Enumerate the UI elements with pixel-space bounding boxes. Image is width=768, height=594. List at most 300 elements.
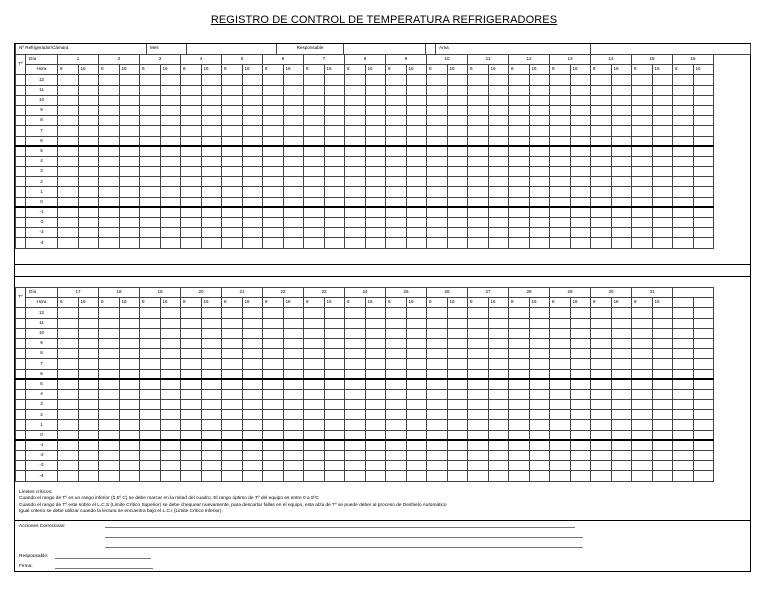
reading-cell[interactable] [570, 146, 591, 156]
reading-cell[interactable] [427, 238, 448, 248]
reading-cell[interactable] [181, 116, 202, 126]
reading-cell[interactable] [509, 197, 530, 207]
reading-cell[interactable] [591, 379, 612, 389]
reading-cell[interactable] [591, 95, 612, 105]
reading-cell[interactable] [611, 308, 632, 318]
reading-cell[interactable] [591, 400, 612, 410]
reading-cell[interactable] [591, 461, 612, 471]
reading-cell[interactable] [652, 420, 673, 430]
reading-cell[interactable] [263, 197, 284, 207]
reading-cell[interactable] [406, 461, 427, 471]
reading-cell[interactable] [447, 75, 468, 85]
reading-cell[interactable] [99, 187, 120, 197]
reading-cell[interactable] [365, 85, 386, 95]
reading-cell[interactable] [324, 136, 345, 146]
reading-cell[interactable] [427, 136, 448, 146]
reading-cell[interactable] [550, 207, 571, 217]
reading-cell[interactable] [283, 177, 304, 187]
reading-cell[interactable] [242, 187, 263, 197]
reading-cell[interactable] [324, 75, 345, 85]
reading-cell[interactable] [99, 440, 120, 450]
reading-cell[interactable] [693, 187, 714, 197]
reading-cell[interactable] [468, 318, 489, 328]
reading-cell[interactable] [283, 410, 304, 420]
reading-cell[interactable] [509, 177, 530, 187]
reading-cell[interactable] [611, 410, 632, 420]
reading-cell[interactable] [570, 328, 591, 338]
reading-cell[interactable] [345, 207, 366, 217]
reading-cell[interactable] [427, 440, 448, 450]
reading-cell[interactable] [529, 451, 550, 461]
reading-cell[interactable] [632, 410, 653, 420]
reading-cell[interactable] [447, 136, 468, 146]
reading-cell[interactable] [550, 430, 571, 440]
reading-cell[interactable] [386, 461, 407, 471]
reading-cell[interactable] [386, 95, 407, 105]
reading-cell[interactable] [529, 207, 550, 217]
reading-cell[interactable] [447, 218, 468, 228]
reading-cell[interactable] [345, 338, 366, 348]
reading-cell[interactable] [78, 338, 99, 348]
reading-cell[interactable] [58, 228, 79, 238]
reading-cell[interactable] [570, 389, 591, 399]
reading-cell[interactable] [427, 400, 448, 410]
reading-cell[interactable] [468, 349, 489, 359]
reading-cell[interactable] [140, 461, 161, 471]
reading-cell[interactable] [78, 308, 99, 318]
reading-cell[interactable] [181, 146, 202, 156]
reading-cell[interactable] [652, 451, 673, 461]
reading-cell[interactable] [386, 410, 407, 420]
reading-cell[interactable] [447, 197, 468, 207]
reading-cell[interactable] [119, 75, 140, 85]
reading-cell[interactable] [263, 85, 284, 95]
reading-cell[interactable] [386, 116, 407, 126]
reading-cell[interactable] [242, 318, 263, 328]
reading-cell[interactable] [181, 410, 202, 420]
reading-cell[interactable] [611, 238, 632, 248]
reading-cell[interactable] [99, 75, 120, 85]
reading-cell[interactable] [406, 440, 427, 450]
reading-cell[interactable] [550, 471, 571, 481]
reading-cell[interactable] [365, 116, 386, 126]
reading-cell[interactable] [283, 228, 304, 238]
reading-cell[interactable] [468, 187, 489, 197]
reading-cell[interactable] [181, 136, 202, 146]
reading-cell[interactable] [673, 146, 694, 156]
reading-cell[interactable] [468, 116, 489, 126]
reading-cell[interactable] [140, 308, 161, 318]
reading-cell[interactable] [406, 430, 427, 440]
reading-cell[interactable] [304, 440, 325, 450]
reading-cell[interactable] [611, 430, 632, 440]
reading-cell[interactable] [365, 410, 386, 420]
reading-cell[interactable] [58, 146, 79, 156]
reading-cell[interactable] [242, 400, 263, 410]
reading-cell[interactable] [263, 146, 284, 156]
reading-cell[interactable] [263, 430, 284, 440]
reading-cell[interactable] [58, 338, 79, 348]
reading-cell[interactable] [345, 197, 366, 207]
reading-cell[interactable] [365, 369, 386, 379]
reading-cell[interactable] [509, 389, 530, 399]
reading-cell[interactable] [365, 400, 386, 410]
reading-cell[interactable] [99, 359, 120, 369]
reading-cell[interactable] [406, 197, 427, 207]
reading-cell[interactable] [119, 338, 140, 348]
reading-cell[interactable] [119, 95, 140, 105]
reading-cell[interactable] [611, 146, 632, 156]
reading-cell[interactable] [611, 126, 632, 136]
reading-cell[interactable] [447, 116, 468, 126]
reading-cell[interactable] [263, 400, 284, 410]
reading-cell[interactable] [181, 156, 202, 166]
reading-cell[interactable] [58, 451, 79, 461]
reading-cell[interactable] [529, 116, 550, 126]
reading-cell[interactable] [386, 146, 407, 156]
reading-cell[interactable] [324, 238, 345, 248]
reading-cell[interactable] [406, 369, 427, 379]
reading-cell[interactable] [283, 400, 304, 410]
reading-cell[interactable] [468, 85, 489, 95]
reading-cell[interactable] [242, 238, 263, 248]
reading-cell[interactable] [673, 238, 694, 248]
reading-cell[interactable] [304, 146, 325, 156]
reading-cell[interactable] [324, 338, 345, 348]
reading-cell[interactable] [365, 338, 386, 348]
reading-cell[interactable] [140, 207, 161, 217]
reading-cell[interactable] [550, 218, 571, 228]
reading-cell[interactable] [181, 308, 202, 318]
reading-cell[interactable] [509, 105, 530, 115]
reading-cell[interactable] [181, 85, 202, 95]
reading-cell[interactable] [591, 218, 612, 228]
reading-cell[interactable] [386, 197, 407, 207]
reading-cell[interactable] [611, 177, 632, 187]
reading-cell[interactable] [283, 218, 304, 228]
reading-cell[interactable] [283, 318, 304, 328]
reading-cell[interactable] [406, 328, 427, 338]
reading-cell[interactable] [78, 400, 99, 410]
reading-cell[interactable] [78, 75, 99, 85]
reading-cell[interactable] [140, 359, 161, 369]
reading-cell[interactable] [140, 228, 161, 238]
reading-cell[interactable] [529, 218, 550, 228]
reading-cell[interactable] [611, 75, 632, 85]
reading-cell[interactable] [386, 369, 407, 379]
reading-cell[interactable] [488, 440, 509, 450]
reading-cell[interactable] [160, 238, 181, 248]
reading-cell[interactable] [611, 461, 632, 471]
reading-cell[interactable] [365, 238, 386, 248]
reading-cell[interactable] [365, 218, 386, 228]
reading-cell[interactable] [632, 318, 653, 328]
reading-cell[interactable] [201, 400, 222, 410]
reading-cell[interactable] [488, 471, 509, 481]
reading-cell[interactable] [468, 95, 489, 105]
reading-cell[interactable] [345, 430, 366, 440]
reading-cell[interactable] [181, 167, 202, 177]
reading-cell[interactable] [427, 389, 448, 399]
reading-cell[interactable] [365, 349, 386, 359]
reading-cell[interactable] [304, 389, 325, 399]
reading-cell[interactable] [345, 218, 366, 228]
reading-cell[interactable] [263, 410, 284, 420]
reading-cell[interactable] [304, 328, 325, 338]
reading-cell[interactable] [447, 167, 468, 177]
reading-cell[interactable] [386, 105, 407, 115]
reading-cell[interactable] [611, 349, 632, 359]
reading-cell[interactable] [242, 410, 263, 420]
reading-cell[interactable] [591, 369, 612, 379]
reading-cell[interactable] [283, 338, 304, 348]
reading-cell[interactable] [263, 440, 284, 450]
reading-cell[interactable] [591, 451, 612, 461]
reading-cell[interactable] [160, 328, 181, 338]
reading-cell[interactable] [222, 318, 243, 328]
reading-cell[interactable] [447, 126, 468, 136]
reading-cell[interactable] [591, 420, 612, 430]
reading-cell[interactable] [99, 379, 120, 389]
reading-cell[interactable] [304, 207, 325, 217]
reading-cell[interactable] [201, 207, 222, 217]
reading-cell[interactable] [58, 105, 79, 115]
reading-cell[interactable] [58, 328, 79, 338]
reading-cell[interactable] [427, 471, 448, 481]
reading-cell[interactable] [160, 379, 181, 389]
reading-cell[interactable] [509, 400, 530, 410]
reading-cell[interactable] [365, 187, 386, 197]
reading-cell[interactable] [78, 238, 99, 248]
reading-cell[interactable] [140, 105, 161, 115]
reading-cell[interactable] [119, 410, 140, 420]
reading-cell[interactable] [591, 338, 612, 348]
reading-cell[interactable] [160, 318, 181, 328]
reading-cell[interactable] [324, 218, 345, 228]
reading-cell[interactable] [304, 156, 325, 166]
reading-cell[interactable] [427, 349, 448, 359]
reading-cell[interactable] [632, 75, 653, 85]
reading-cell[interactable] [201, 359, 222, 369]
reading-cell[interactable] [550, 85, 571, 95]
reading-cell[interactable] [386, 136, 407, 146]
reading-cell[interactable] [99, 156, 120, 166]
reading-cell[interactable] [263, 116, 284, 126]
reading-cell[interactable] [468, 451, 489, 461]
reading-cell[interactable] [406, 187, 427, 197]
reading-cell[interactable] [550, 116, 571, 126]
reading-cell[interactable] [181, 238, 202, 248]
reading-cell[interactable] [160, 430, 181, 440]
reading-cell[interactable] [99, 318, 120, 328]
reading-cell[interactable] [427, 318, 448, 328]
reading-cell[interactable] [509, 379, 530, 389]
reading-cell[interactable] [488, 430, 509, 440]
reading-cell[interactable] [242, 146, 263, 156]
reading-cell[interactable] [78, 146, 99, 156]
reading-cell[interactable] [550, 338, 571, 348]
reading-cell[interactable] [119, 461, 140, 471]
reading-cell[interactable] [181, 218, 202, 228]
reading-cell[interactable] [611, 187, 632, 197]
reading-cell[interactable] [222, 207, 243, 217]
reading-cell[interactable] [529, 105, 550, 115]
reading-cell[interactable] [283, 126, 304, 136]
reading-cell[interactable] [99, 369, 120, 379]
reading-cell[interactable] [550, 228, 571, 238]
reading-cell[interactable] [58, 238, 79, 248]
reading-cell[interactable] [652, 136, 673, 146]
reading-cell[interactable] [468, 75, 489, 85]
reading-cell[interactable] [324, 410, 345, 420]
reading-cell[interactable] [160, 156, 181, 166]
reading-cell[interactable] [488, 349, 509, 359]
reading-cell[interactable] [693, 238, 714, 248]
reading-cell[interactable] [693, 218, 714, 228]
reading-cell[interactable] [591, 318, 612, 328]
reading-cell[interactable] [365, 156, 386, 166]
reading-cell[interactable] [550, 238, 571, 248]
reading-cell[interactable] [509, 359, 530, 369]
reading-cell[interactable] [140, 451, 161, 461]
reading-cell[interactable] [652, 430, 673, 440]
reading-cell[interactable] [406, 338, 427, 348]
reading-cell[interactable] [181, 471, 202, 481]
reading-cell[interactable] [365, 75, 386, 85]
reading-cell[interactable] [406, 238, 427, 248]
reading-cell[interactable] [119, 389, 140, 399]
reading-cell[interactable] [345, 156, 366, 166]
reading-cell[interactable] [58, 440, 79, 450]
reading-cell[interactable] [78, 136, 99, 146]
reading-cell[interactable] [242, 207, 263, 217]
reading-cell[interactable] [119, 167, 140, 177]
reading-cell[interactable] [304, 308, 325, 318]
reading-cell[interactable] [201, 440, 222, 450]
reading-cell[interactable] [324, 379, 345, 389]
reading-cell[interactable] [242, 369, 263, 379]
reading-cell[interactable] [283, 197, 304, 207]
reading-cell[interactable] [386, 328, 407, 338]
reading-cell[interactable] [345, 440, 366, 450]
reading-cell[interactable] [58, 389, 79, 399]
reading-cell[interactable] [99, 338, 120, 348]
reading-cell[interactable] [140, 328, 161, 338]
reading-cell[interactable] [365, 471, 386, 481]
reading-cell[interactable] [263, 136, 284, 146]
reading-cell[interactable] [201, 349, 222, 359]
reading-cell[interactable] [509, 420, 530, 430]
reading-cell[interactable] [427, 461, 448, 471]
reading-cell[interactable] [406, 116, 427, 126]
reading-cell[interactable] [652, 359, 673, 369]
reading-cell[interactable] [345, 400, 366, 410]
reading-cell[interactable] [509, 238, 530, 248]
reading-cell[interactable] [222, 359, 243, 369]
reading-cell[interactable] [58, 410, 79, 420]
reading-cell[interactable] [222, 461, 243, 471]
reading-cell[interactable] [673, 85, 694, 95]
reading-cell[interactable] [611, 451, 632, 461]
reading-cell[interactable] [550, 440, 571, 450]
reading-cell[interactable] [570, 461, 591, 471]
reading-cell[interactable] [509, 116, 530, 126]
reading-cell[interactable] [222, 238, 243, 248]
reading-cell[interactable] [160, 461, 181, 471]
reading-cell[interactable] [324, 167, 345, 177]
reading-cell[interactable] [58, 400, 79, 410]
reading-cell[interactable] [140, 338, 161, 348]
reading-cell[interactable] [550, 349, 571, 359]
reading-cell[interactable] [447, 308, 468, 318]
reading-cell[interactable] [447, 328, 468, 338]
reading-cell[interactable] [570, 156, 591, 166]
reading-cell[interactable] [99, 177, 120, 187]
reading-cell[interactable] [304, 105, 325, 115]
reading-cell[interactable] [324, 116, 345, 126]
reading-cell[interactable] [591, 308, 612, 318]
reading-cell[interactable] [427, 308, 448, 318]
reading-cell[interactable] [201, 218, 222, 228]
reading-cell[interactable] [181, 207, 202, 217]
reading-cell[interactable] [591, 177, 612, 187]
reading-cell[interactable] [78, 156, 99, 166]
reading-cell[interactable] [591, 116, 612, 126]
reading-cell[interactable] [365, 207, 386, 217]
reading-cell[interactable] [488, 379, 509, 389]
reading-cell[interactable] [488, 318, 509, 328]
reading-cell[interactable] [652, 167, 673, 177]
reading-cell[interactable] [365, 126, 386, 136]
reading-cell[interactable] [304, 95, 325, 105]
reading-cell[interactable] [304, 369, 325, 379]
reading-cell[interactable] [222, 116, 243, 126]
reading-cell[interactable] [365, 228, 386, 238]
reading-cell[interactable] [242, 420, 263, 430]
reading-cell[interactable] [673, 156, 694, 166]
reading-cell[interactable] [78, 410, 99, 420]
reading-cell[interactable] [242, 359, 263, 369]
reading-cell[interactable] [673, 177, 694, 187]
reading-cell[interactable] [263, 238, 284, 248]
reading-cell[interactable] [468, 328, 489, 338]
reading-cell[interactable] [304, 238, 325, 248]
reading-cell[interactable] [283, 187, 304, 197]
reading-cell[interactable] [181, 420, 202, 430]
reading-cell[interactable] [611, 95, 632, 105]
reading-cell[interactable] [324, 187, 345, 197]
reading-cell[interactable] [242, 228, 263, 238]
reading-cell[interactable] [160, 126, 181, 136]
reading-cell[interactable] [509, 410, 530, 420]
reading-cell[interactable] [283, 95, 304, 105]
reading-cell[interactable] [58, 318, 79, 328]
reading-cell[interactable] [365, 308, 386, 318]
reading-cell[interactable] [488, 410, 509, 420]
reading-cell[interactable] [160, 471, 181, 481]
reading-cell[interactable] [591, 167, 612, 177]
reading-cell[interactable] [406, 359, 427, 369]
reading-cell[interactable] [242, 156, 263, 166]
reading-cell[interactable] [78, 177, 99, 187]
reading-cell[interactable] [529, 167, 550, 177]
reading-cell[interactable] [365, 420, 386, 430]
reading-cell[interactable] [529, 85, 550, 95]
reading-cell[interactable] [324, 95, 345, 105]
reading-cell[interactable] [304, 379, 325, 389]
reading-cell[interactable] [529, 369, 550, 379]
reading-cell[interactable] [652, 238, 673, 248]
